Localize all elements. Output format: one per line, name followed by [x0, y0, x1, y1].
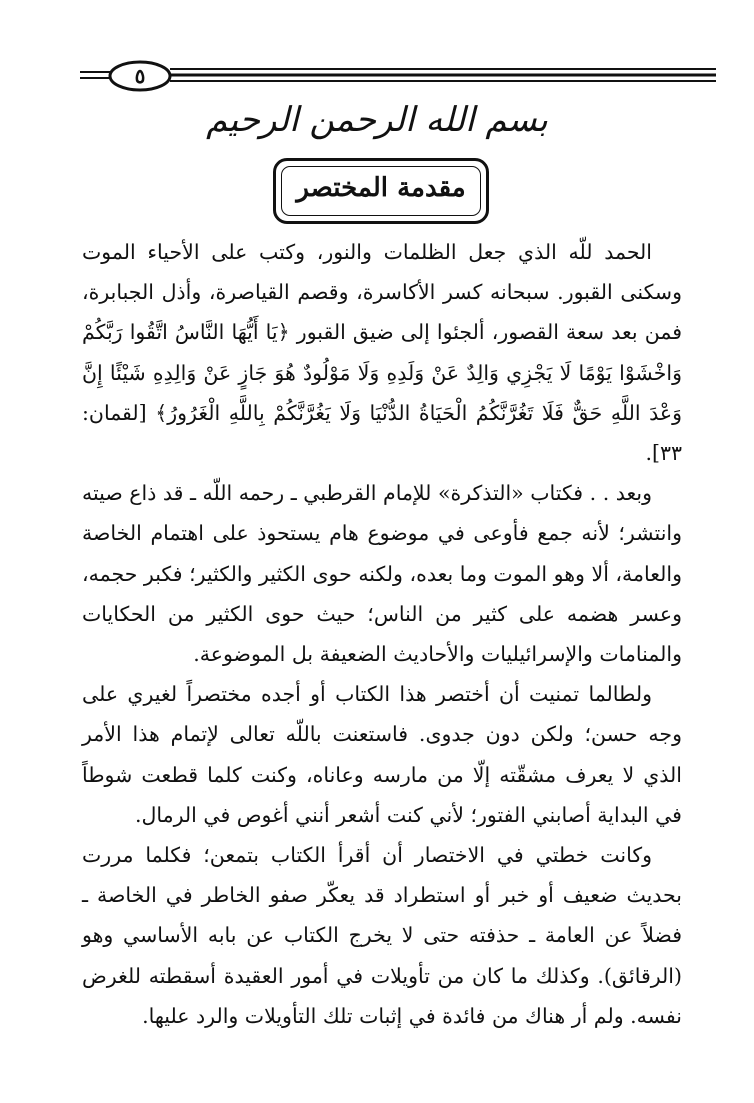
page-header	[80, 58, 716, 94]
paragraph-1: الحمد للّه الذي جعل الظلمات والنور، وكتب على الأحياء الموت وسكنى القبور. سبحانه كسر الأكاسرة، وقصم القياصرة، وأذل الجبابرة، فمن بعد سعة القصور، ألجئوا إلى ضيق القبور ﴿يَا أَيُّهَا النَّاسُ اتَّقُوا رَبَّكُمْ وَاخْشَوْا يَوْمًا لَا يَجْزِي وَالِدٌ عَنْ وَلَدِهِ وَلَا مَوْلُودٌ هُوَ جَازٍ عَنْ وَالِدِهِ شَيْئًا إِنَّ وَعْدَ اللَّهِ حَقٌّ فَلَا تَغُرَّنَّكُمُ الْحَيَاةُ الدُّنْيَا وَلَا يَغُرَّنَّكُمْ بِاللَّهِ الْغَرُورُ﴾ [لقمان: ٣٣].	[82, 240, 682, 466]
paragraph-2: وبعد . . فكتاب «التذكرة» للإمام القرطبي ـ رحمه اللّه ـ قد ذاع صيته وانتشر؛ لأنه جمع فأوعى في موضوع هام يستحوذ على اهتمام الخاصة والعامة، ألا وهو الموت وما بعده، ولكنه حوى الكثير والكثير؛ فكبر حجمه، وعسر هضمه على كثير من الناس؛ حيث حوى الكثير من الحكايات والمنامات والإسرائيليات والأحاديث الضعيفة بل الموضوعة.	[82, 481, 682, 667]
page-number: ٥	[134, 64, 146, 88]
body-text	[82, 232, 682, 1036]
paragraph-3: ولطالما تمنيت أن أختصر هذا الكتاب أو أجده مختصراً لغيري على وجه حسن؛ ولكن دون جدوى. فاستعنت باللّه تعالى لإتمام هذا الأمر الذي لا يعرف مشقّته إلّا من مارسه وعاناه، وكنت كلما قطعت شوطاً في البداية أصابني الفتور؛ لأني كنت أشعر أنني أغوص في الرمال.	[82, 682, 682, 827]
section-title: مقدمة المختصر	[296, 173, 466, 203]
paragraph-4: وكانت خطتي في الاختصار أن أقرأ الكتاب بتمعن؛ فكلما مررت بحديث ضعيف أو خبر أو استطراد قد يعكّر صفو الخاطر في الخاصة ـ فضلاً عن العامة ـ حذفته حتى لا يخرج الكتاب عن بابه الأساسي وهو (الرقائق). وكذلك ما كان من تأويلات في أمور العقيدة أسقطته للغرض نفسه. ولم أر هناك من فائدة في إثبات تلك التأويلات والرد عليها.	[82, 843, 682, 1028]
basmala-calligraphy: بسم الله الرحمن الرحيم	[206, 100, 548, 140]
header-rule-ornament	[80, 58, 716, 94]
section-title-frame	[273, 158, 489, 224]
